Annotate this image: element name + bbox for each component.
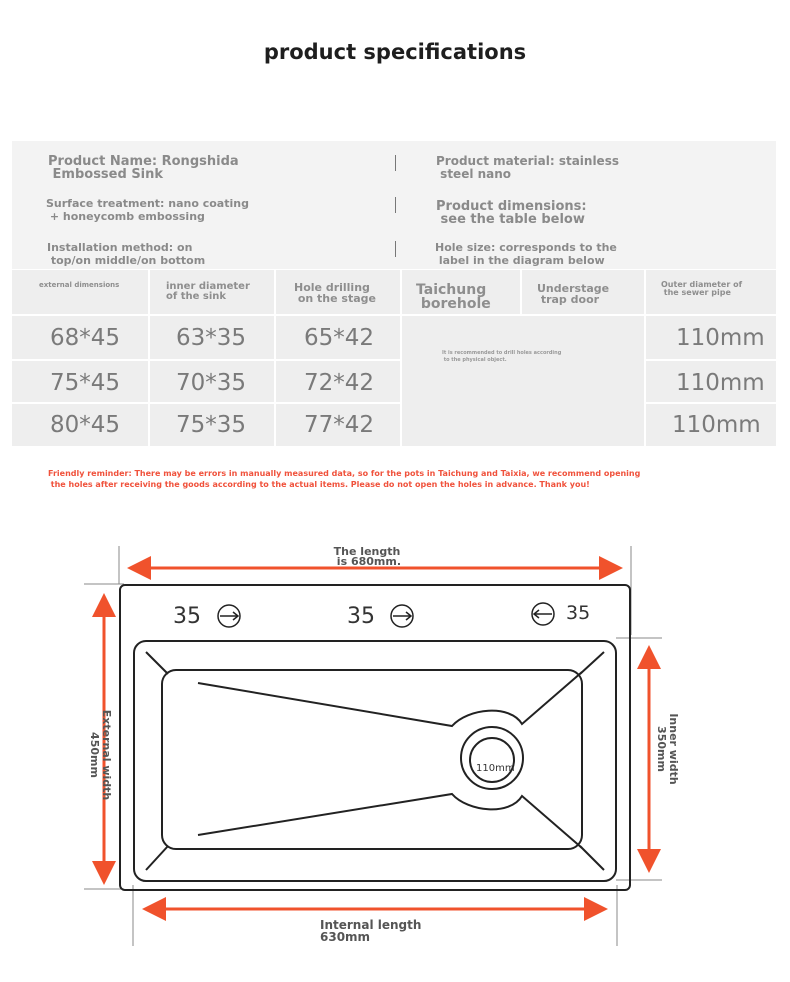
table-cell: 110mm bbox=[676, 325, 765, 351]
table-cell: 80*45 bbox=[50, 412, 121, 438]
slope-groove bbox=[198, 794, 582, 848]
corner-line bbox=[146, 846, 168, 870]
header-external-dimensions: external dimensions bbox=[39, 281, 120, 289]
hole-size: Hole size: corresponds to the label in the diagram below bbox=[435, 241, 617, 267]
table-cell: 65*42 bbox=[304, 325, 375, 351]
header-understage-trap-door: Understage trap door bbox=[537, 282, 610, 306]
header-hole-drilling: Hole drilling on the stage bbox=[294, 281, 376, 305]
bottom-dimension-label: Internal length 630mm bbox=[320, 918, 422, 944]
arrow-right-icon bbox=[393, 612, 411, 620]
header-taichung-borehole: Taichung borehole bbox=[416, 282, 491, 312]
table-cell: 75*45 bbox=[50, 370, 121, 396]
product-dimensions: Product dimensions: see the table below bbox=[436, 199, 587, 227]
table-cell: 70*35 bbox=[176, 370, 247, 396]
left-dimension-label: External width 450mm bbox=[88, 709, 113, 801]
slope-groove bbox=[198, 672, 582, 726]
header-inner-diameter: inner diameter of the sink bbox=[166, 281, 250, 302]
sink-bowl-floor bbox=[162, 670, 582, 849]
table-cell: 75*35 bbox=[176, 412, 247, 438]
corner-line bbox=[580, 652, 604, 674]
table-cell: 77*42 bbox=[304, 412, 375, 438]
hole-label: 35 bbox=[566, 602, 591, 624]
page-title: product specifications bbox=[263, 40, 527, 64]
table-cell: 110mm bbox=[676, 370, 765, 396]
table-cell: 68*45 bbox=[50, 325, 121, 351]
sink-outer-rim bbox=[120, 585, 630, 890]
surface-treatment: Surface treatment: nano coating + honeycomb embossing bbox=[46, 197, 249, 223]
drain-label: 110mm bbox=[476, 763, 515, 774]
installation-method: Installation method: on top/on middle/on bottom bbox=[47, 241, 206, 267]
arrow-right-icon bbox=[220, 612, 238, 620]
corner-line bbox=[580, 846, 604, 870]
sink-inner-bowl bbox=[134, 641, 616, 881]
right-dimension-label: Inner width 350mm bbox=[655, 713, 680, 785]
drain-inner bbox=[470, 738, 514, 782]
arrow-left-icon bbox=[534, 610, 552, 618]
hole-label: 35 bbox=[173, 604, 201, 629]
header-outer-diameter: Outer diameter of the sewer pipe bbox=[661, 280, 743, 297]
friendly-reminder: Friendly reminder: There may be errors in manually measured data, so for the pots in Taichung and Taixia, we recommend opening the holes after receiving the goods according to the actual items. Please do not open the holes in advance. Thank you! bbox=[48, 469, 641, 489]
top-dimension-label: The length is 680mm. bbox=[333, 545, 402, 568]
product-material: Product material: stainless steel nano bbox=[436, 154, 619, 181]
hole-label: 35 bbox=[347, 604, 375, 629]
product-name: Product Name: Rongshida Embossed Sink bbox=[48, 154, 239, 182]
table-cell: 110mm bbox=[672, 412, 761, 438]
table-cell: 72*42 bbox=[304, 370, 375, 396]
table-cell: 63*35 bbox=[176, 325, 247, 351]
merged-cell-note: It is recommended to drill holes according to the physical object. bbox=[442, 350, 562, 363]
corner-line bbox=[146, 652, 168, 674]
